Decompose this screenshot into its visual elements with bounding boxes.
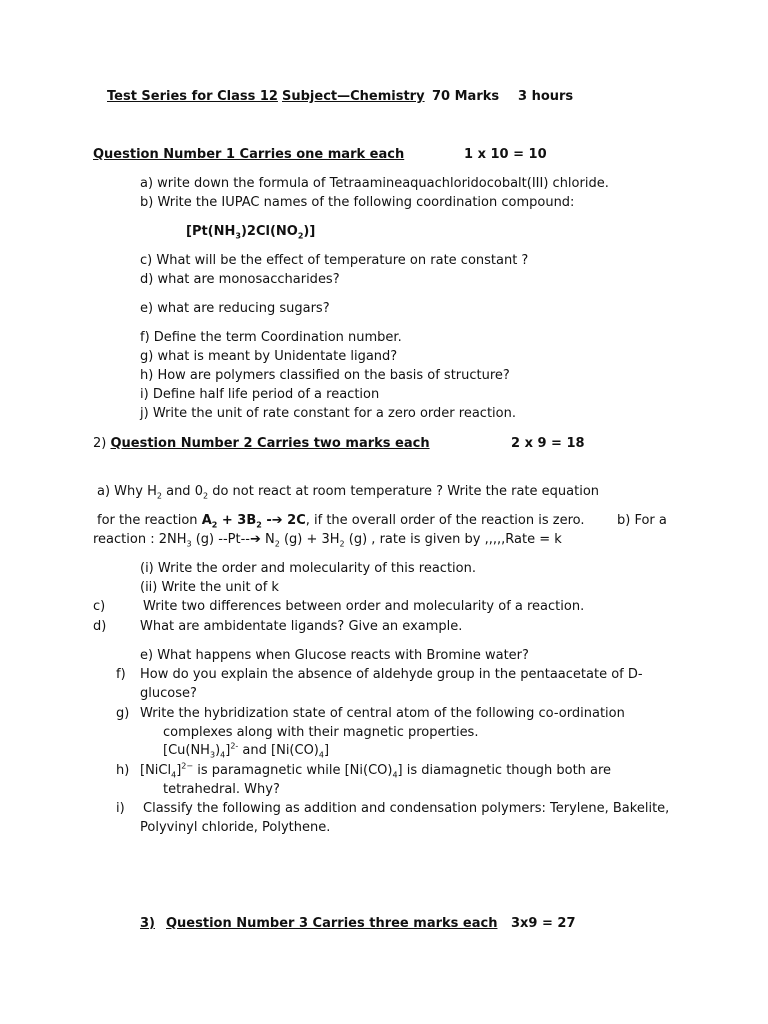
q2-item-h-line1: [NiCl$_4$]$^{2-}$ is paramagnetic while $[Ni(CO)_4]$ is diamagnetic though both are [140,761,612,780]
q1-item-h: h) How are polymers classified on the basis of structure? [140,368,510,383]
q1-item-f: f) Define the term Coordination number. [140,330,402,345]
q2-item-d: What are ambidentate ligands? Give an example. [140,619,463,634]
q1-item-b: b) Write the IUPAC names of the following coordination compound: [140,195,575,210]
q2-item-a-line2: for the reaction $A_2 + 3B_2$ -➔ 2C, if the overall order of the reaction is zero. [97,513,585,530]
q1-item-g: g) what is meant by Unidentate ligand? [140,349,398,364]
duration: 3 hours [518,89,574,104]
q2-item-b-reaction: reaction : $2NH_3$ (g) --Pt--➔ $N_2$ $(g) + 3H_2$ (g) , rate is given by ,,,,,Rate = k [93,532,562,549]
q2-item-f-line1: How do you explain the absence of aldehyde group in the pentaacetate of D- [140,667,643,682]
q2-score: 2 x 9 = 18 [511,436,585,451]
q2-item-g-formula: $[Cu(NH_3)_4]^{2-}$ and $[Ni(CO)_4]$ [163,741,330,760]
q2-item-g-line2: complexes along with their magnetic properties. [163,725,479,740]
q3-heading: Question Number 3 Carries three marks each [166,916,498,931]
q2-heading: Question Number 2 Carries two marks each [110,436,430,451]
q2-item-b-i: (i) Write the order and molecularity of this reaction. [140,561,476,576]
q2-item-f-line2: glucose? [140,686,197,701]
test-title: Test Series for Class 12 [107,89,278,104]
q2-item-b-ii: (ii) Write the unit of k [140,580,279,595]
q1-heading: Question Number 1 Carries one mark each [93,147,405,162]
total-marks: 70 Marks [432,89,500,104]
reaction-equation: $A_2 + 3B_2$ -➔ 2C [201,513,306,530]
q2-number: 2) [93,436,111,451]
q2-item-i-line1: Classify the following as addition and condensation polymers: Terylene, Bakelite, [143,801,670,816]
q2-heading-line [93,436,430,452]
q1-item-e: e) what are reducing sugars? [140,301,330,316]
q1-score: 1 x 10 = 10 [464,147,547,162]
q2-item-a-line1: a) Why $H_2$ and $0_2$ do not react at room temperature ? Write the rate equation [97,484,600,501]
q1-item-i: i) Define half life period of a reaction [140,387,380,402]
q1-item-d: d) what are monosaccharides? [140,272,340,287]
q2-item-i-label: i) [116,801,125,816]
q1-item-j: j) Write the unit of rate constant for a zero order reaction. [140,406,516,421]
q2-item-c-label: c) [93,599,106,614]
q2-item-h-label: h) [116,763,130,778]
q2-item-b-start: b) For a [617,513,667,528]
subject-label: Subject—Chemistry [282,89,425,104]
q1-item-c: c) What will be the effect of temperature on rate constant ? [140,253,529,268]
q2-item-h-line2: tetrahedral. Why? [163,782,280,797]
q1-formula: $[Pt(NH_3)2Cl(NO_2)]$ [186,224,316,241]
q1-item-a: a) write down the formula of Tetraamineaquachloridocobalt(III) chloride. [140,176,609,191]
q2-item-i-line2: Polyvinyl chloride, Polythene. [140,820,331,835]
q3-number: 3) [140,916,155,931]
q3-score: 3x9 = 27 [511,916,576,931]
q2-item-f-label: f) [116,667,126,682]
q2-item-c: Write two differences between order and molecularity of a reaction. [143,599,585,614]
q2-item-g-label: g) [116,706,130,721]
q2-item-e: e) What happens when Glucose reacts with Bromine water? [140,648,529,663]
q2-item-d-label: d) [93,619,107,634]
q2-item-g-line1: Write the hybridization state of central atom of the following co-ordination [140,706,625,721]
